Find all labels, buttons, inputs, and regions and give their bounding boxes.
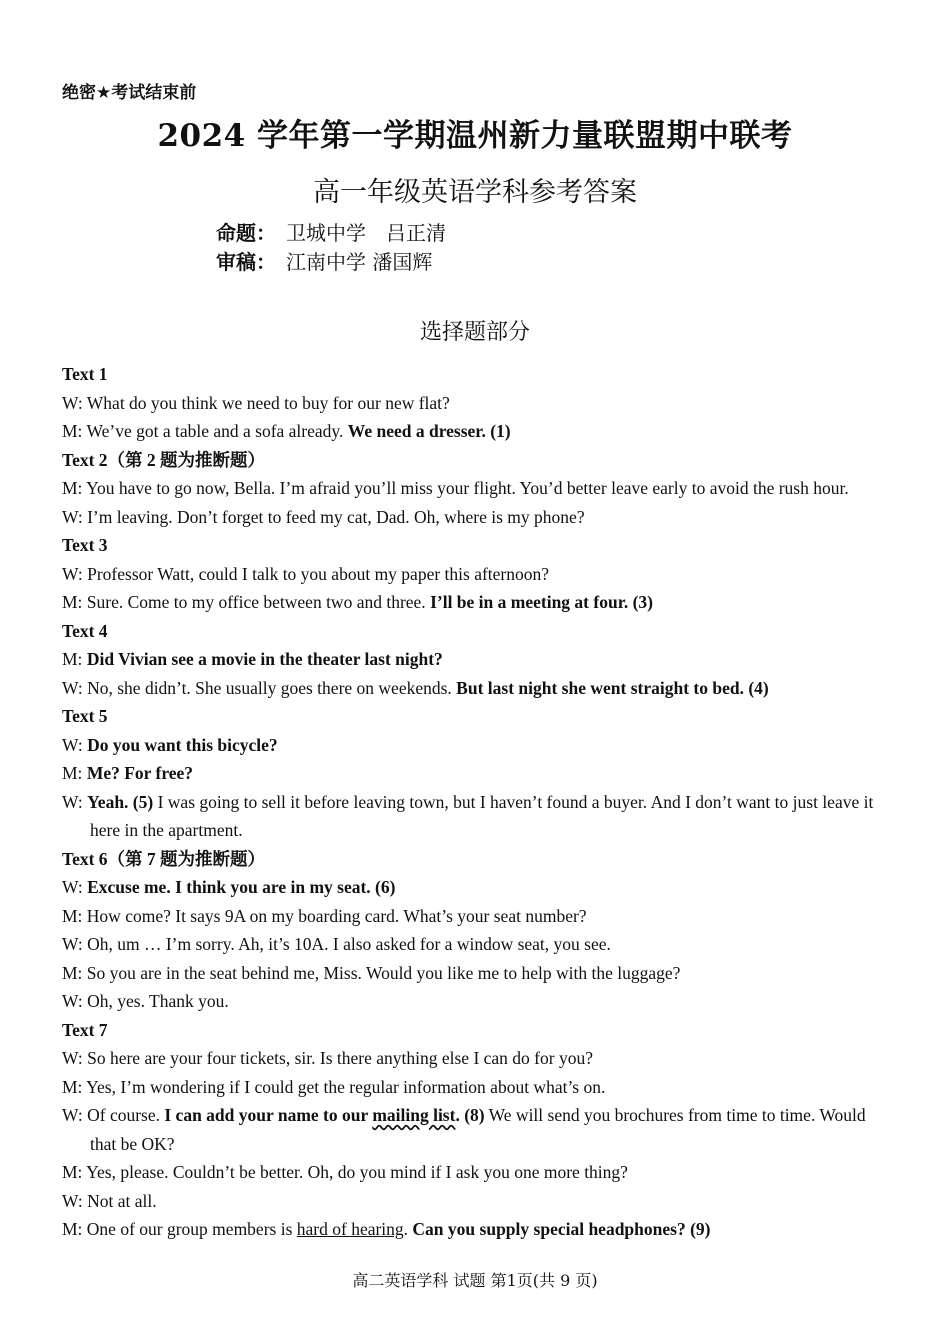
- line-text: W: No, she didn’t. She usually goes there on weekends.: [62, 677, 457, 698]
- answer-evidence-text: Can you supply special headphones? (9): [412, 1219, 711, 1239]
- line-text: Text 2（第 2 题为推断题）: [62, 449, 266, 470]
- line-text: W: Not at all.: [62, 1190, 157, 1211]
- answer-key-subtitle: 高一年级英语学科参考答案: [313, 177, 637, 208]
- dialogue-line: [62, 1044, 892, 1073]
- line-text: W: Of course.: [62, 1105, 165, 1125]
- line-text: W:: [62, 791, 88, 812]
- answer-evidence-text: Excuse me. I think you are in my seat. (6): [87, 877, 396, 897]
- answer-evidence-text: We need a dresser. (1): [347, 421, 511, 441]
- line-text: M:: [62, 763, 87, 783]
- answer-evidence-text: Me? For free?: [86, 763, 194, 783]
- answer-evidence-text: I can add your name to our: [164, 1105, 373, 1125]
- line-text: M: So you are in the seat behind me, Miss. Would you like me to help with the luggage?: [62, 962, 681, 983]
- line-text: Text 4: [62, 620, 108, 641]
- text-heading: [62, 845, 892, 874]
- section-title: 选择题部分: [419, 320, 530, 345]
- line-text: .: [403, 1219, 413, 1239]
- dialogue-line: [62, 674, 892, 703]
- dialogue-line: [62, 987, 892, 1016]
- answer-evidence-text: I’ll be in a meeting at four. (3): [430, 592, 654, 612]
- dialogue-line: [62, 930, 892, 959]
- line-text: W:: [62, 877, 88, 897]
- dialogue-line: [62, 474, 892, 503]
- dialogue-line: [62, 1158, 892, 1187]
- line-text: W: What do you think we need to buy for our new flat?: [62, 392, 450, 413]
- page-footer: 高二英语学科 试题 第1页(共 9 页): [352, 1271, 598, 1290]
- dialogue-line: [62, 1101, 892, 1158]
- answer-evidence-text: But last night she went straight to bed. (4): [456, 677, 769, 698]
- listening-transcript: [62, 360, 892, 1244]
- line-text: M: How come? It says 9A on my boarding card. What’s your seat number?: [62, 905, 587, 926]
- text-heading: [62, 360, 892, 389]
- dialogue-line: [62, 560, 892, 589]
- line-text: M: One of our group members is: [62, 1219, 297, 1239]
- line-text: Text 6（第 7 题为推断题）: [62, 848, 266, 869]
- line-text: M: We’ve got a table and a sofa already.: [62, 421, 348, 441]
- confidential-label: 绝密★考试结束前: [62, 83, 197, 103]
- line-text: W:: [62, 734, 88, 755]
- line-text: M:: [62, 649, 87, 669]
- line-text: Text 3: [62, 535, 108, 555]
- line-text: hard of hearing: [296, 1219, 404, 1239]
- reviewer-value: 江南中学 潘国辉: [286, 250, 433, 274]
- dialogue-line: [62, 417, 892, 446]
- line-text: I was going to sell it before leaving town, but I haven’t found a buyer. And I don’t want to just leave it here in the apartment.: [90, 791, 874, 840]
- line-text: M: Sure. Come to my office between two and three.: [62, 592, 431, 612]
- reviewer-label: 审稿：: [216, 250, 276, 274]
- dialogue-line: [62, 731, 892, 760]
- line-text: M: Yes, please. Couldn’t be better. Oh, do you mind if I ask you one more thing?: [62, 1162, 628, 1182]
- line-text: W: Oh, yes. Thank you.: [62, 991, 229, 1011]
- author-credit: [216, 217, 446, 246]
- dialogue-line: [62, 588, 892, 617]
- text-heading: [62, 446, 892, 475]
- text-heading: [62, 702, 892, 731]
- line-text: W: So here are your four tickets, sir. Is there anything else I can do for you?: [62, 1048, 593, 1068]
- text-heading: [62, 1016, 892, 1045]
- line-text: Text 5: [62, 706, 108, 726]
- dialogue-line: [62, 1215, 892, 1244]
- line-text: M: Yes, I’m wondering if I could get the regular information about what’s on.: [62, 1076, 606, 1097]
- line-text: W: Oh, um … I’m sorry. Ah, it’s 10A. I also asked for a window seat, you see.: [62, 934, 611, 954]
- text-heading: [62, 617, 892, 646]
- text-heading: [62, 531, 892, 560]
- line-text: W: Professor Watt, could I talk to you about my paper this afternoon?: [62, 563, 550, 584]
- dialogue-line: [62, 1073, 892, 1102]
- dialogue-line: [62, 759, 892, 788]
- dialogue-line: [62, 645, 892, 674]
- dialogue-line: [62, 503, 892, 532]
- dialogue-line: [62, 959, 892, 988]
- author-label: 命题：: [216, 221, 276, 245]
- line-text: W: I’m leaving. Don’t forget to feed my cat, Dad. Oh, where is my phone?: [62, 506, 585, 527]
- answer-evidence-text: Did Vivian see a movie in the theater last night?: [86, 649, 443, 669]
- dialogue-line: [62, 873, 892, 902]
- answer-evidence-text: mailing list: [372, 1105, 456, 1125]
- answer-evidence-text: . (8): [455, 1105, 485, 1125]
- answer-evidence-text: Do you want this bicycle?: [87, 734, 278, 755]
- answer-evidence-text: Yeah. (5): [87, 791, 154, 812]
- line-text: M: You have to go now, Bella. I’m afraid you’ll miss your flight. You’d better leave early to avoid the rush hour.: [62, 478, 849, 498]
- dialogue-line: [62, 902, 892, 931]
- dialogue-line: [62, 389, 892, 418]
- dialogue-line: [62, 1187, 892, 1216]
- author-value: 卫城中学 吕正清: [286, 221, 446, 245]
- line-text: Text 7: [62, 1019, 108, 1040]
- line-text: Text 1: [62, 364, 108, 384]
- line-text: We will send you brochures from time to time. Would that be OK?: [90, 1105, 866, 1154]
- exam-title: 2024 学年第一学期温州新力量联盟期中联考: [157, 118, 793, 154]
- dialogue-line: [62, 788, 892, 845]
- reviewer-credit: [216, 246, 432, 275]
